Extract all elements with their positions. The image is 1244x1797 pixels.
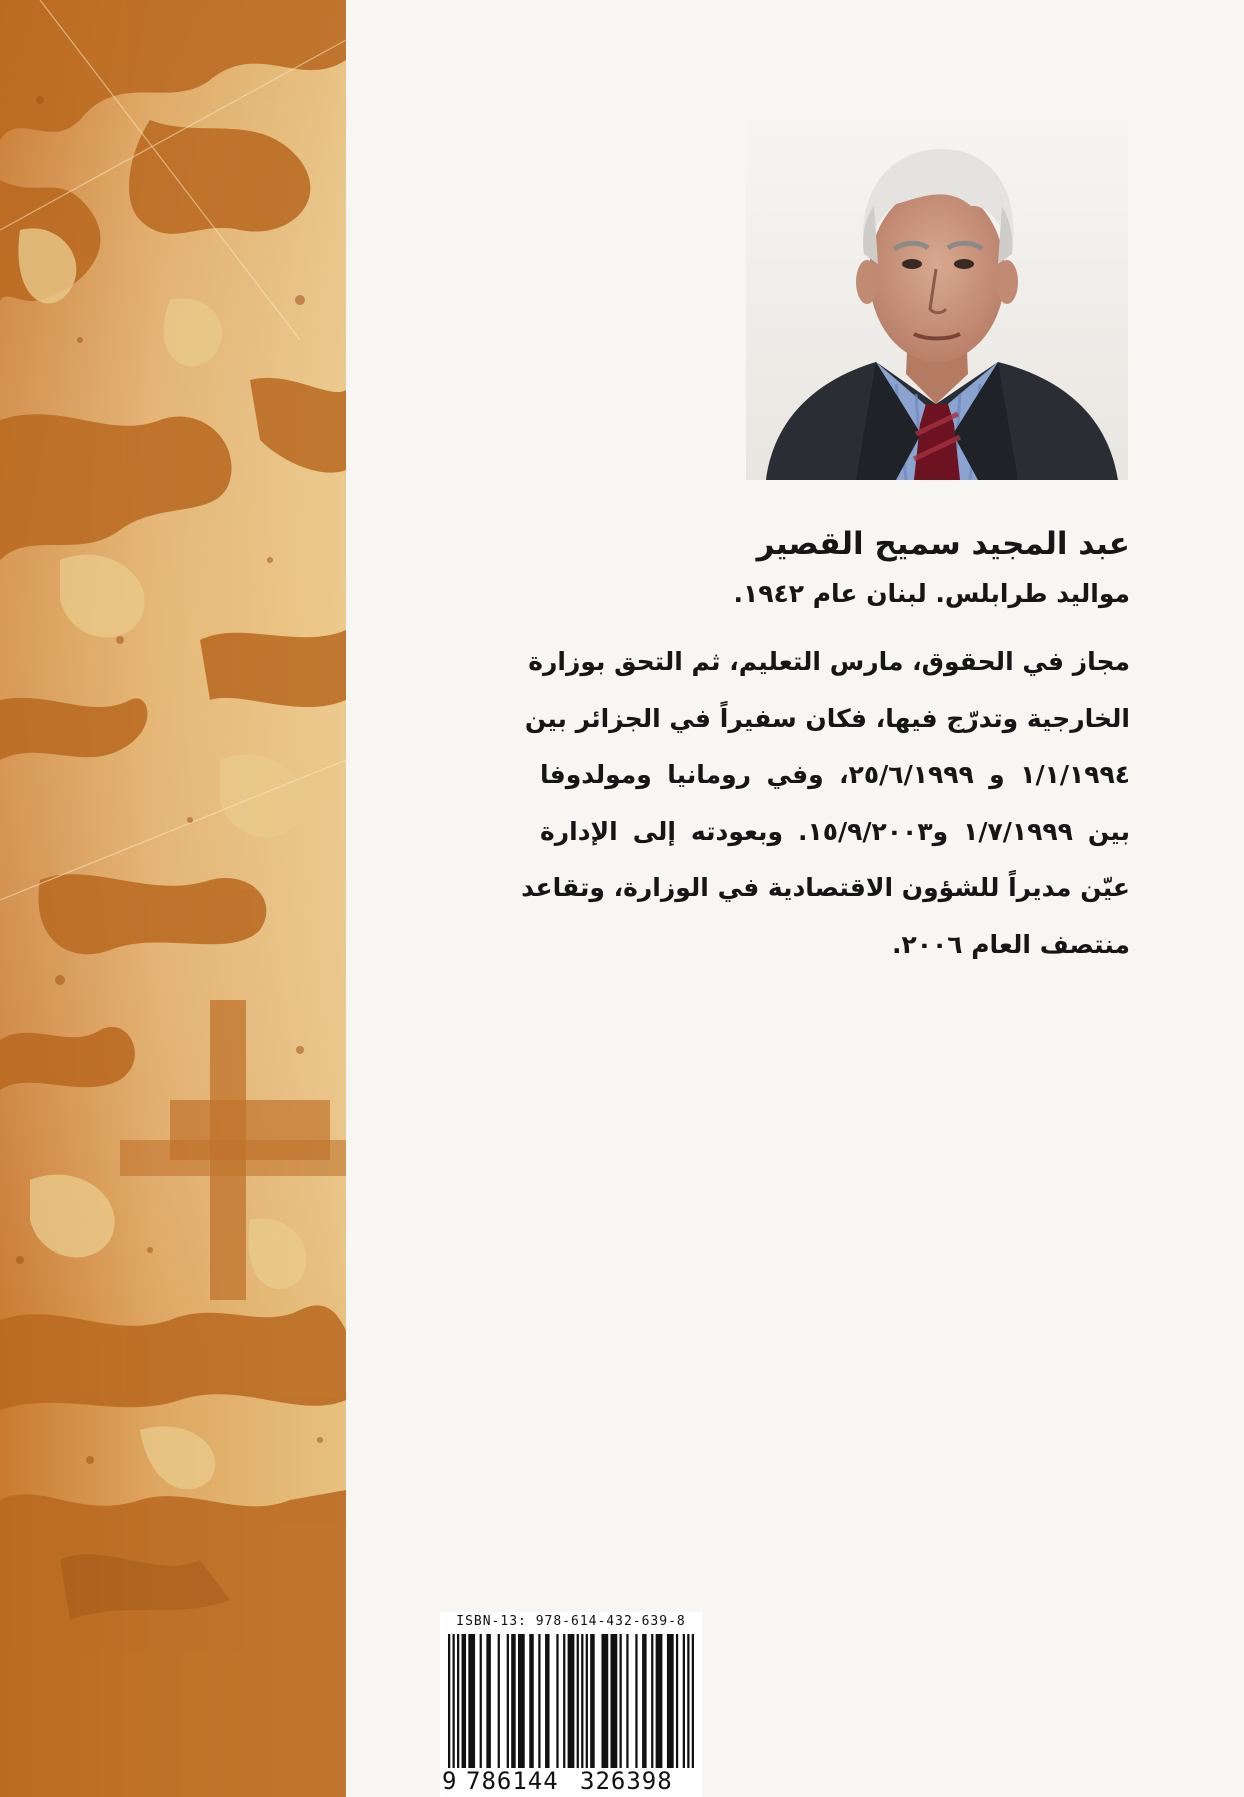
barcode-bar	[529, 1634, 534, 1768]
bio-line: مجاز في الحقوق، مارس التعليم، ثم التحق بوزارة	[528, 647, 1130, 676]
barcode-bar	[667, 1634, 674, 1768]
author-photo	[746, 104, 1128, 480]
barcode-bar	[563, 1634, 565, 1768]
cover-spine-texture	[0, 0, 346, 1797]
barcode-bar	[676, 1634, 678, 1768]
barcode-bar	[656, 1634, 663, 1768]
barcode-bar	[498, 1634, 500, 1768]
barcode-bar	[486, 1634, 491, 1768]
barcode-bar	[683, 1634, 685, 1768]
bio-line: منتصف العام ٢٠٠٦.	[891, 929, 1130, 959]
barcode-bar	[518, 1634, 525, 1768]
barcode-bar	[581, 1634, 583, 1768]
barcode-bar	[577, 1634, 579, 1768]
author-name: عبد المجيد سميح القصير	[756, 526, 1130, 562]
author-portrait-graphic	[746, 104, 1128, 480]
barcode-bar	[642, 1634, 647, 1768]
barcode-bar	[453, 1634, 455, 1768]
isbn-barcode	[440, 1612, 702, 1797]
barcode-bar	[538, 1634, 540, 1768]
bio-line: بين ١/٧/١٩٩٩ و١٥/٩/٢٠٠٣. وبعودته إلى الإدارة	[540, 816, 1130, 846]
barcode-bar	[586, 1634, 588, 1768]
ean-right-digits: 326398	[580, 1767, 673, 1795]
barcode-bar	[556, 1634, 558, 1768]
barcode-bar	[448, 1634, 450, 1768]
barcode-bar	[480, 1634, 482, 1768]
ean-left-digits: 786144	[466, 1767, 559, 1795]
isbn-label: ISBN-13: 978-614-432-639-8	[456, 1614, 686, 1629]
barcode-bar	[620, 1634, 622, 1768]
barcode-bar	[507, 1634, 509, 1768]
barcode-bar	[651, 1634, 653, 1768]
barcode-bar	[462, 1634, 467, 1768]
grunge-texture-graphic	[0, 0, 346, 1797]
ean-digits	[440, 1767, 702, 1795]
author-birth-line: مواليد طرابلس. لبنان عام ١٩٤٢.	[733, 579, 1130, 608]
barcode-bar	[635, 1634, 637, 1768]
bio-line: عيّن مديراً للشؤون الاقتصادية في الوزارة، وتقاعد	[521, 873, 1130, 902]
barcode-bar	[457, 1634, 459, 1768]
author-bio-section	[521, 520, 1131, 973]
barcode-bar	[511, 1634, 516, 1768]
barcode-bar	[468, 1634, 475, 1768]
barcode-bar	[626, 1634, 628, 1768]
bio-line: الخارجية وتدرّج فيها، فكان سفيراً في الجزائر بين	[524, 703, 1130, 733]
barcode-bar	[601, 1634, 608, 1768]
ean-first-digit: 9	[442, 1767, 457, 1795]
barcode-bar	[611, 1634, 618, 1768]
barcode-bar	[545, 1634, 550, 1768]
barcode-bar	[590, 1634, 595, 1768]
barcode-bars-graphic	[448, 1634, 694, 1768]
barcode-bar	[568, 1634, 575, 1768]
bio-line: ١/١/١٩٩٤ و ٢٥/٦/١٩٩٩، وفي رومانيا ومولدوفا	[540, 760, 1131, 789]
barcode-bar	[687, 1634, 689, 1768]
barcode-bar	[692, 1634, 694, 1768]
